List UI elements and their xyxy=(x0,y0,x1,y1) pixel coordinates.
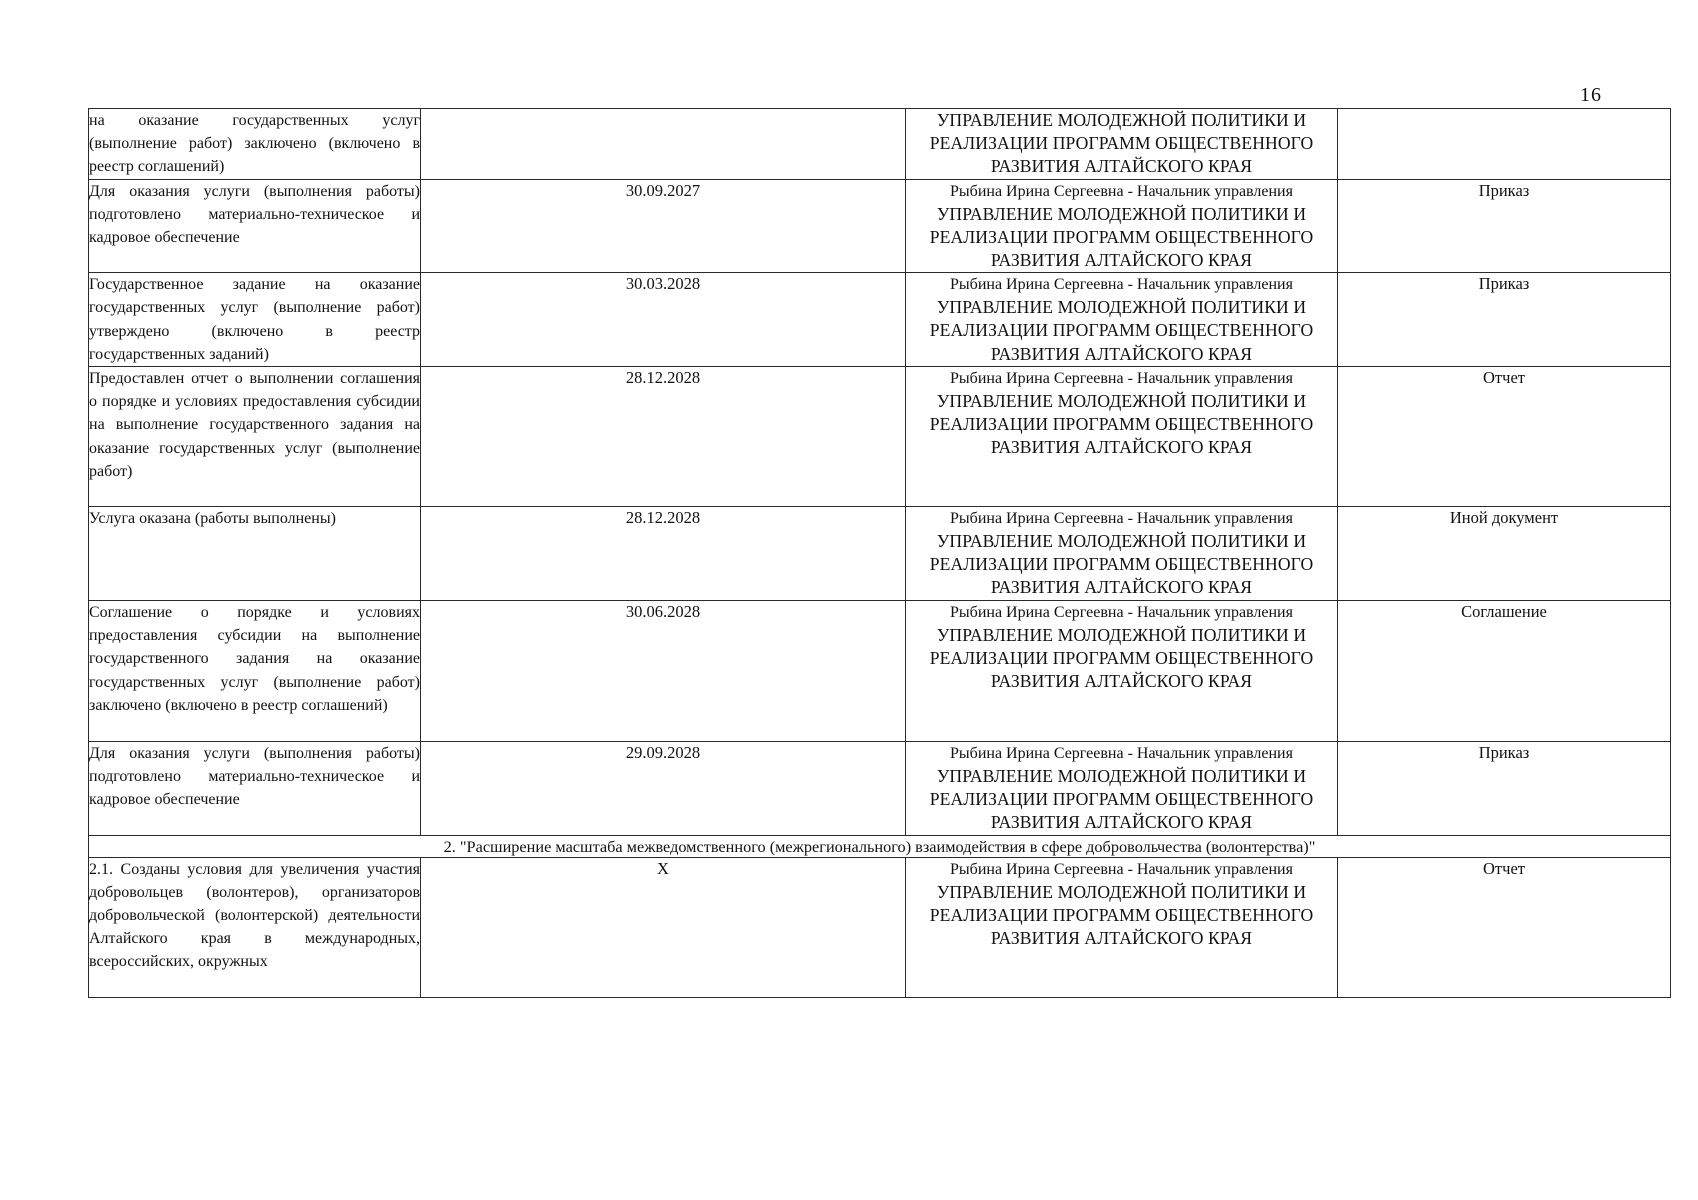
page-number: 16 xyxy=(1580,84,1602,106)
responsible-person: Рыбина Ирина Сергеевна - Начальник управления xyxy=(950,182,1293,200)
responsible-person: Рыбина Ирина Сергеевна - Начальник управления xyxy=(950,745,1293,763)
deadline-date: 28.12.2028 xyxy=(421,507,906,601)
responsible-person: Рыбина Ирина Сергеевна - Начальник управления xyxy=(950,510,1293,528)
document-type xyxy=(1338,109,1671,180)
activities-table xyxy=(88,108,1671,998)
table-row xyxy=(89,601,1671,742)
responsible-organization: УПРАВЛЕНИЕ МОЛОДЕЖНОЙ ПОЛИТИКИ И РЕАЛИЗАЦИИ ПРОГРАММ ОБЩЕСТВЕННОГО РАЗВИТИЯ АЛТАЙСКОГО КРАЯ xyxy=(929,203,1314,271)
responsible-person: Рыбина Ирина Сергеевна - Начальник управления xyxy=(950,860,1293,878)
table-row xyxy=(89,507,1671,601)
document-type: Приказ xyxy=(1338,179,1671,273)
table-row xyxy=(89,273,1671,367)
responsible-organization: УПРАВЛЕНИЕ МОЛОДЕЖНОЙ ПОЛИТИКИ И РЕАЛИЗАЦИИ ПРОГРАММ ОБЩЕСТВЕННОГО РАЗВИТИЯ АЛТАЙСКОГО КРАЯ xyxy=(929,391,1314,458)
event-description: Соглашение о порядке и условиях предоставления субсидии на выполнение государственного задания на оказание государственных услуг (выполнение работ) заключено (включено в реестр соглашений) xyxy=(89,601,421,742)
responsible-organization: УПРАВЛЕНИЕ МОЛОДЕЖНОЙ ПОЛИТИКИ И РЕАЛИЗАЦИИ ПРОГРАММ ОБЩЕСТВЕННОГО РАЗВИТИЯ АЛТАЙСКОГО КРАЯ xyxy=(929,110,1314,177)
deadline-date xyxy=(421,109,906,180)
deadline-date: Х xyxy=(421,857,906,997)
responsible-person: Рыбина Ирина Сергеевна - Начальник управления xyxy=(950,370,1293,388)
table-row xyxy=(89,109,1671,180)
event-description: Государственное задание на оказание государственных услуг (выполнение работ) утверждено (включено в реестр государственных заданий) xyxy=(89,273,421,367)
document-type: Отчет xyxy=(1338,367,1671,507)
responsible-organization: УПРАВЛЕНИЕ МОЛОДЕЖНОЙ ПОЛИТИКИ И РЕАЛИЗАЦИИ ПРОГРАММ ОБЩЕСТВЕННОГО РАЗВИТИЯ АЛТАЙСКОГО КРАЯ xyxy=(929,625,1314,692)
document-type: Приказ xyxy=(1338,273,1671,367)
responsible-organization: УПРАВЛЕНИЕ МОЛОДЕЖНОЙ ПОЛИТИКИ И РЕАЛИЗАЦИИ ПРОГРАММ ОБЩЕСТВЕННОГО РАЗВИТИЯ АЛТАЙСКОГО КРАЯ xyxy=(929,766,1314,833)
document-type: Приказ xyxy=(1338,742,1671,836)
responsible-person: Рыбина Ирина Сергеевна - Начальник управления xyxy=(950,276,1293,294)
responsible-cell xyxy=(906,109,1338,180)
event-description: Для оказания услуги (выполнения работы) подготовлено материально-техническое и кадровое обеспечение xyxy=(89,179,421,273)
table-row xyxy=(89,857,1671,997)
responsible-organization: УПРАВЛЕНИЕ МОЛОДЕЖНОЙ ПОЛИТИКИ И РЕАЛИЗАЦИИ ПРОГРАММ ОБЩЕСТВЕННОГО РАЗВИТИЯ АЛТАЙСКОГО КРАЯ xyxy=(929,297,1314,364)
section-title: 2. "Расширение масштаба межведомственного (межрегионального) взаимодействия в сфере добровольчества (волонтерства)" xyxy=(89,835,1671,857)
responsible-cell xyxy=(906,367,1338,507)
table-row xyxy=(89,179,1671,273)
section-heading-row xyxy=(89,835,1671,857)
responsible-cell xyxy=(906,601,1338,742)
table-row xyxy=(89,742,1671,836)
table-row xyxy=(89,367,1671,507)
deadline-date: 30.03.2028 xyxy=(421,273,906,367)
deadline-date: 28.12.2028 xyxy=(421,367,906,507)
event-description: Услуга оказана (работы выполнены) xyxy=(89,507,421,601)
responsible-cell xyxy=(906,857,1338,997)
responsible-organization: УПРАВЛЕНИЕ МОЛОДЕЖНОЙ ПОЛИТИКИ И РЕАЛИЗАЦИИ ПРОГРАММ ОБЩЕСТВЕННОГО РАЗВИТИЯ АЛТАЙСКОГО КРАЯ xyxy=(929,531,1314,598)
deadline-date: 30.06.2028 xyxy=(421,601,906,742)
responsible-cell xyxy=(906,179,1338,273)
document-type: Соглашение xyxy=(1338,601,1671,742)
document-type: Отчет xyxy=(1338,857,1671,997)
responsible-person: Рыбина Ирина Сергеевна - Начальник управления xyxy=(950,604,1293,622)
responsible-organization: УПРАВЛЕНИЕ МОЛОДЕЖНОЙ ПОЛИТИКИ И РЕАЛИЗАЦИИ ПРОГРАММ ОБЩЕСТВЕННОГО РАЗВИТИЯ АЛТАЙСКОГО КРАЯ xyxy=(929,881,1314,949)
event-description: на оказание государственных услуг (выполнение работ) заключено (включено в реестр соглашений) xyxy=(89,109,421,180)
event-description: Предоставлен отчет о выполнении соглашения о порядке и условиях предоставления субсидии на выполнение государственного задания на оказание государственных услуг (выполнение работ) xyxy=(89,367,421,507)
responsible-cell xyxy=(906,742,1338,836)
deadline-date: 30.09.2027 xyxy=(421,179,906,273)
deadline-date: 29.09.2028 xyxy=(421,742,906,836)
document-type: Иной документ xyxy=(1338,507,1671,601)
event-description: Для оказания услуги (выполнения работы) подготовлено материально-техническое и кадровое обеспечение xyxy=(89,742,421,836)
responsible-cell xyxy=(906,507,1338,601)
responsible-cell xyxy=(906,273,1338,367)
event-description: 2.1. Созданы условия для увеличения участия добровольцев (волонтеров), организаторов добровольческой (волонтерской) деятельности Алтайского края в международных, всероссийских, окружных xyxy=(89,857,421,997)
